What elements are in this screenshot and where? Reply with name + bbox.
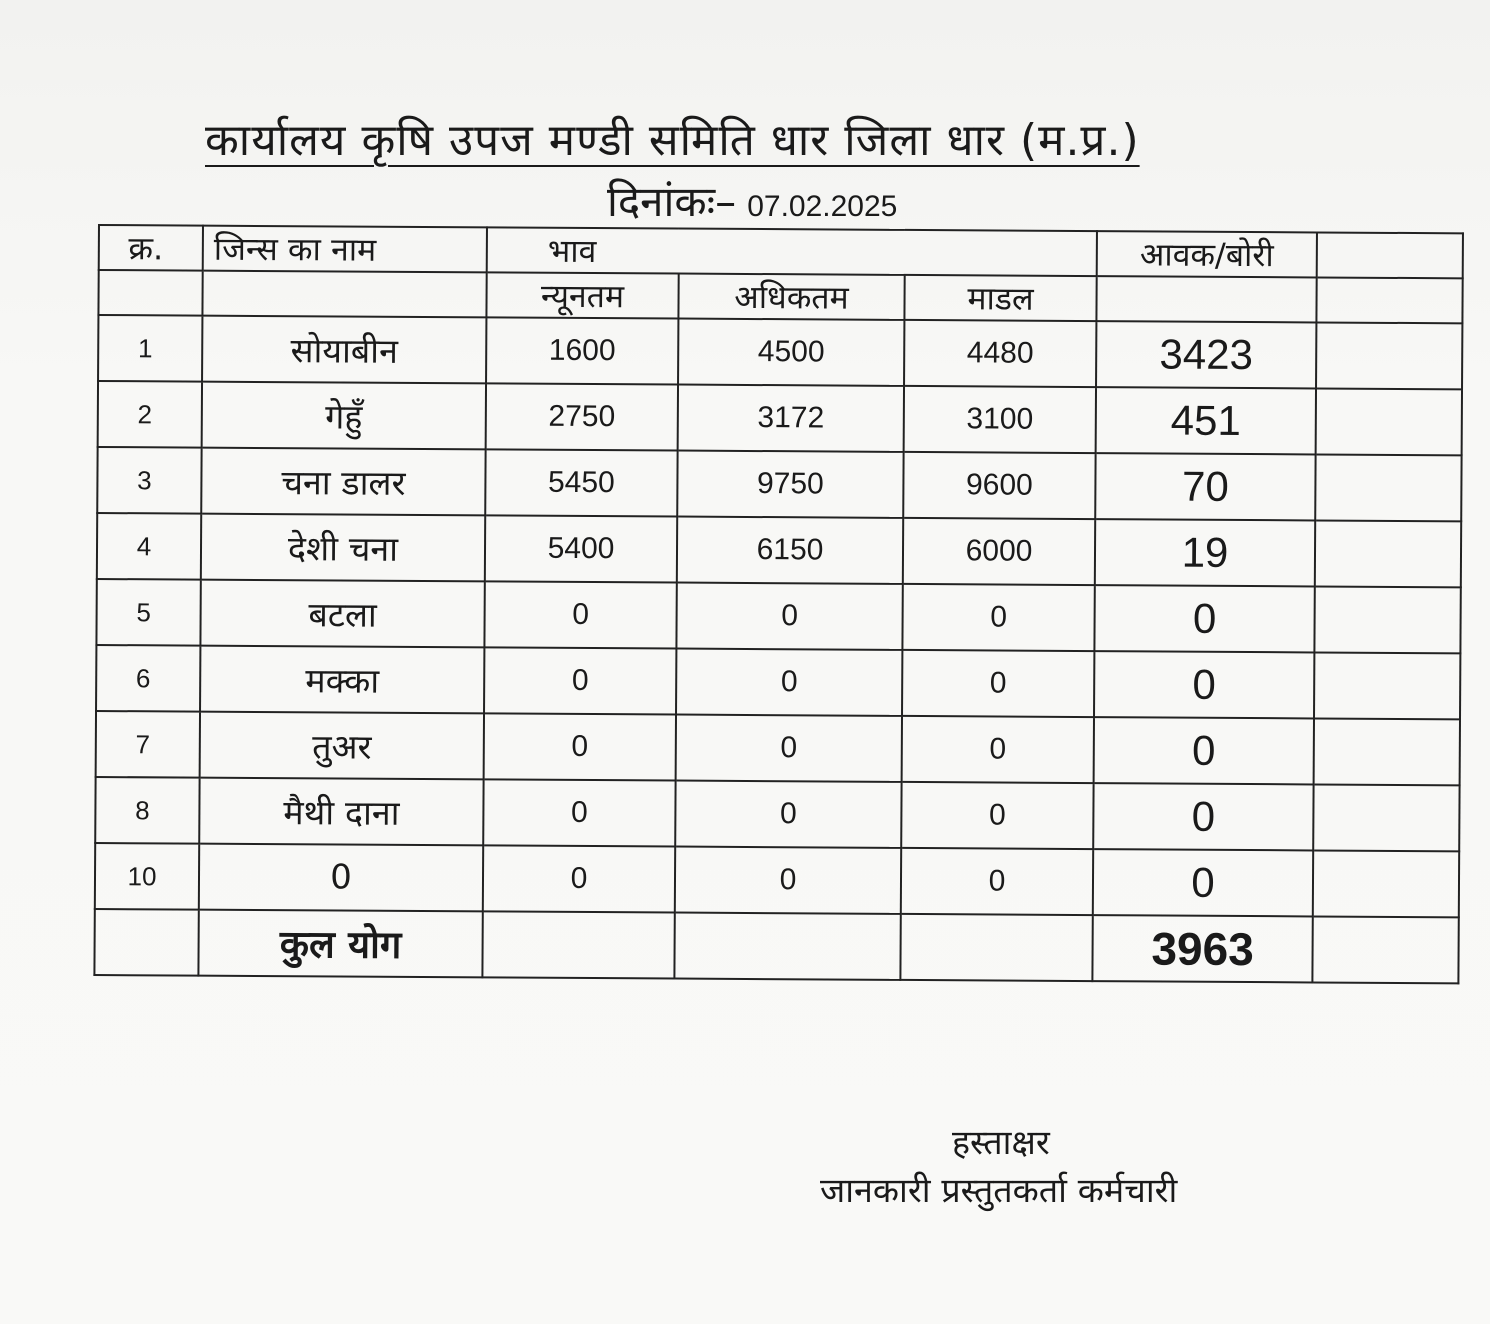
row-model: 0: [902, 584, 1094, 651]
row-commodity: तुअर: [200, 712, 484, 780]
header-arrival: आवक/बोरी: [1097, 231, 1317, 277]
row-commodity: देशी चना: [201, 514, 485, 582]
header-commodity: जिन्स का नाम: [203, 226, 487, 273]
total-blank-min: [482, 911, 674, 978]
row-serial: 8: [95, 777, 199, 844]
table-row: [95, 777, 1459, 851]
row-max: 3172: [678, 385, 904, 452]
header-blank-commodity: [202, 271, 486, 318]
row-arrival: 0: [1093, 783, 1313, 850]
row-min: 0: [484, 581, 676, 648]
row-max: 0: [675, 781, 901, 848]
row-model: 0: [902, 650, 1094, 717]
total-blank-max: [674, 913, 900, 980]
row-serial: 1: [98, 315, 202, 382]
table-row: [98, 381, 1462, 455]
total-blank-last: [1312, 916, 1458, 983]
signature-label: हस्ताक्षर: [952, 1123, 1050, 1163]
row-blank: [1313, 784, 1459, 851]
row-min: 0: [483, 779, 675, 846]
row-blank: [1314, 718, 1460, 785]
row-blank: [1315, 520, 1461, 587]
row-serial: 2: [98, 381, 202, 448]
row-commodity: सोयाबीन: [202, 316, 486, 384]
document-title: कार्यालय कृषि उपज मण्डी समिति धार जिला धार (म.प्र.): [205, 115, 1140, 166]
row-arrival: 451: [1096, 387, 1316, 454]
row-model: 4480: [904, 320, 1096, 387]
row-commodity: बटला: [200, 580, 484, 648]
row-max: 0: [676, 583, 902, 650]
row-arrival: 0: [1094, 717, 1314, 784]
row-min: 1600: [486, 317, 678, 384]
table-row: [97, 447, 1461, 521]
header-serial: क्र.: [99, 225, 203, 271]
row-min: 0: [484, 647, 676, 714]
header-max: अधिकतम: [678, 274, 904, 320]
row-arrival: 3423: [1096, 321, 1316, 388]
header-blank-2: [1316, 277, 1462, 323]
row-serial: 5: [96, 579, 200, 646]
row-min: 5400: [485, 515, 677, 582]
row-max: 0: [675, 847, 901, 914]
row-serial: 10: [95, 843, 199, 910]
row-arrival: 70: [1095, 453, 1315, 520]
date-line: [607, 172, 897, 229]
date-value: 07.02.2025: [747, 190, 898, 223]
row-commodity: गेहुँ: [202, 382, 486, 450]
row-blank: [1316, 388, 1462, 455]
mandi-rates-table: [93, 224, 1464, 984]
row-min: 0: [484, 713, 676, 780]
table-row: [98, 315, 1462, 389]
header-blank-1: [1317, 232, 1463, 278]
total-blank-serial: [94, 909, 198, 976]
total-blank-model: [900, 914, 1092, 981]
row-model: 0: [901, 848, 1093, 915]
row-blank: [1314, 586, 1460, 653]
row-blank: [1313, 850, 1459, 917]
total-row: [94, 909, 1458, 983]
row-arrival: 0: [1094, 651, 1314, 718]
row-model: 0: [901, 782, 1093, 849]
row-min: 2750: [486, 383, 678, 450]
row-min: 0: [483, 845, 675, 912]
row-model: 9600: [903, 452, 1095, 519]
total-arrival: 3963: [1092, 915, 1312, 982]
row-min: 5450: [485, 449, 677, 516]
date-label: दिनांकः–: [607, 177, 737, 226]
row-commodity: मक्का: [200, 646, 484, 714]
row-commodity: 0: [199, 844, 483, 912]
row-blank: [1315, 454, 1461, 521]
row-max: 9750: [677, 451, 903, 518]
header-blank-serial: [98, 270, 202, 316]
row-arrival: 0: [1093, 849, 1313, 916]
table-row: [96, 645, 1460, 719]
row-max: 0: [676, 715, 902, 782]
total-label: कुल योग: [198, 910, 482, 978]
row-serial: 3: [97, 447, 201, 514]
row-max: 0: [676, 649, 902, 716]
row-arrival: 19: [1095, 519, 1315, 586]
row-max: 4500: [678, 319, 904, 386]
row-commodity: चना डालर: [201, 448, 485, 516]
signature-role: जानकारी प्रस्तुतकर्ता कर्मचारी: [820, 1171, 1178, 1211]
table-row: [97, 513, 1461, 587]
row-serial: 7: [96, 711, 200, 778]
table-row: [95, 843, 1459, 917]
header-blank-arrival: [1096, 276, 1316, 322]
row-max: 6150: [677, 517, 903, 584]
row-model: 0: [902, 716, 1094, 783]
row-model: 3100: [904, 386, 1096, 453]
table-row: [96, 711, 1460, 785]
row-arrival: 0: [1094, 585, 1314, 652]
row-model: 6000: [903, 518, 1095, 585]
header-model: माडल: [904, 275, 1096, 321]
row-blank: [1316, 322, 1462, 389]
header-min: न्यूनतम: [486, 272, 678, 318]
table-row: [96, 579, 1460, 653]
row-commodity: मैथी दाना: [199, 778, 483, 846]
row-serial: 4: [97, 513, 201, 580]
header-price: भाव: [487, 227, 1097, 276]
row-blank: [1314, 652, 1460, 719]
row-serial: 6: [96, 645, 200, 712]
